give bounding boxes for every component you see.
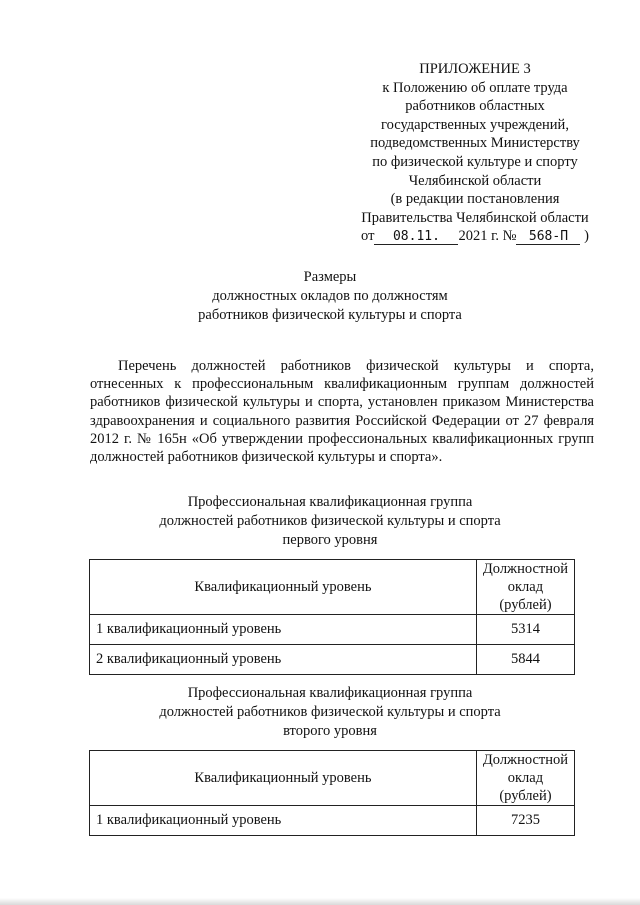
closing-paren: ) <box>584 228 589 245</box>
salary-table-first-level <box>89 559 575 675</box>
from-label: от <box>361 228 375 245</box>
appendix-line: работников областных <box>405 98 545 115</box>
intro-text: Перечень должностей работников физической культуры и спорта, отнесенных к профессиональным квалификационным группам должностей работников физической культуры и спорта, установлен приказом Министерства здравоохранения и социального развития Российской Федерации от 27 февраля 2012 г. № 165н «Об утверждении профессиональных квалификационных групп должностей работников физической культуры и спорта». <box>90 358 594 466</box>
appendix-line: Правительства Челябинской области <box>361 209 589 226</box>
appendix-line: Челябинской области <box>408 172 542 189</box>
group-title-first-level <box>100 493 560 550</box>
salary-cell: 7235 <box>476 806 574 836</box>
heading-line: должностных окладов по должностям <box>212 288 448 304</box>
heading-line: Размеры <box>303 269 357 285</box>
salary-cell: 5844 <box>476 645 574 675</box>
appendix-line: к Положению об оплате труда <box>382 79 568 96</box>
group-title-line: Профессиональная квалификационная группа <box>187 494 473 510</box>
resolution-number: 568-П <box>516 230 580 245</box>
year-number-label: 2021 г. № <box>458 228 517 245</box>
appendix-header <box>350 60 600 246</box>
table-row <box>90 645 575 675</box>
column-header-salary <box>476 751 574 806</box>
level-cell: 1 квалификационный уровень <box>90 806 477 836</box>
salary-header-line: оклад (рублей) <box>499 579 552 613</box>
column-header-salary <box>476 560 574 615</box>
group-title-line: Профессиональная квалификационная группа <box>187 685 473 701</box>
appendix-line: (в редакции постановления <box>390 191 560 208</box>
table-row <box>90 615 575 645</box>
table-header-row <box>90 751 575 806</box>
intro-paragraph <box>90 357 594 466</box>
group-title-line: первого уровня <box>282 532 378 548</box>
group-title-line: второго уровня <box>283 723 377 739</box>
appendix-title: ПРИЛОЖЕНИЕ 3 <box>419 61 531 77</box>
appendix-line: подведомственных Министерству <box>370 135 580 152</box>
salary-header-line: оклад (рублей) <box>499 770 552 804</box>
group-title-line: должностей работников физической культуры и спорта <box>159 704 501 720</box>
salary-header-line: Должностной <box>482 752 568 768</box>
appendix-line: по физической культуре и спорту <box>372 153 578 170</box>
group-title-second-level <box>100 684 560 741</box>
heading-line: работников физической культуры и спорта <box>198 307 462 323</box>
column-header-level: Квалификационный уровень <box>90 560 477 615</box>
table-row <box>90 806 575 836</box>
appendix-line: государственных учреждений, <box>381 116 569 133</box>
table-header-row <box>90 560 575 615</box>
resolution-date-line <box>361 227 589 246</box>
resolution-date: 08.11. <box>374 230 458 245</box>
column-header-level: Квалификационный уровень <box>90 751 477 806</box>
scan-bottom-edge <box>0 898 640 905</box>
level-cell: 2 квалификационный уровень <box>90 645 477 675</box>
salary-header-line: Должностной <box>482 561 568 577</box>
document-heading <box>100 268 560 325</box>
level-cell: 1 квалификационный уровень <box>90 615 477 645</box>
group-title-line: должностей работников физической культуры и спорта <box>159 513 501 529</box>
salary-table-second-level <box>89 750 575 836</box>
salary-cell: 5314 <box>476 615 574 645</box>
